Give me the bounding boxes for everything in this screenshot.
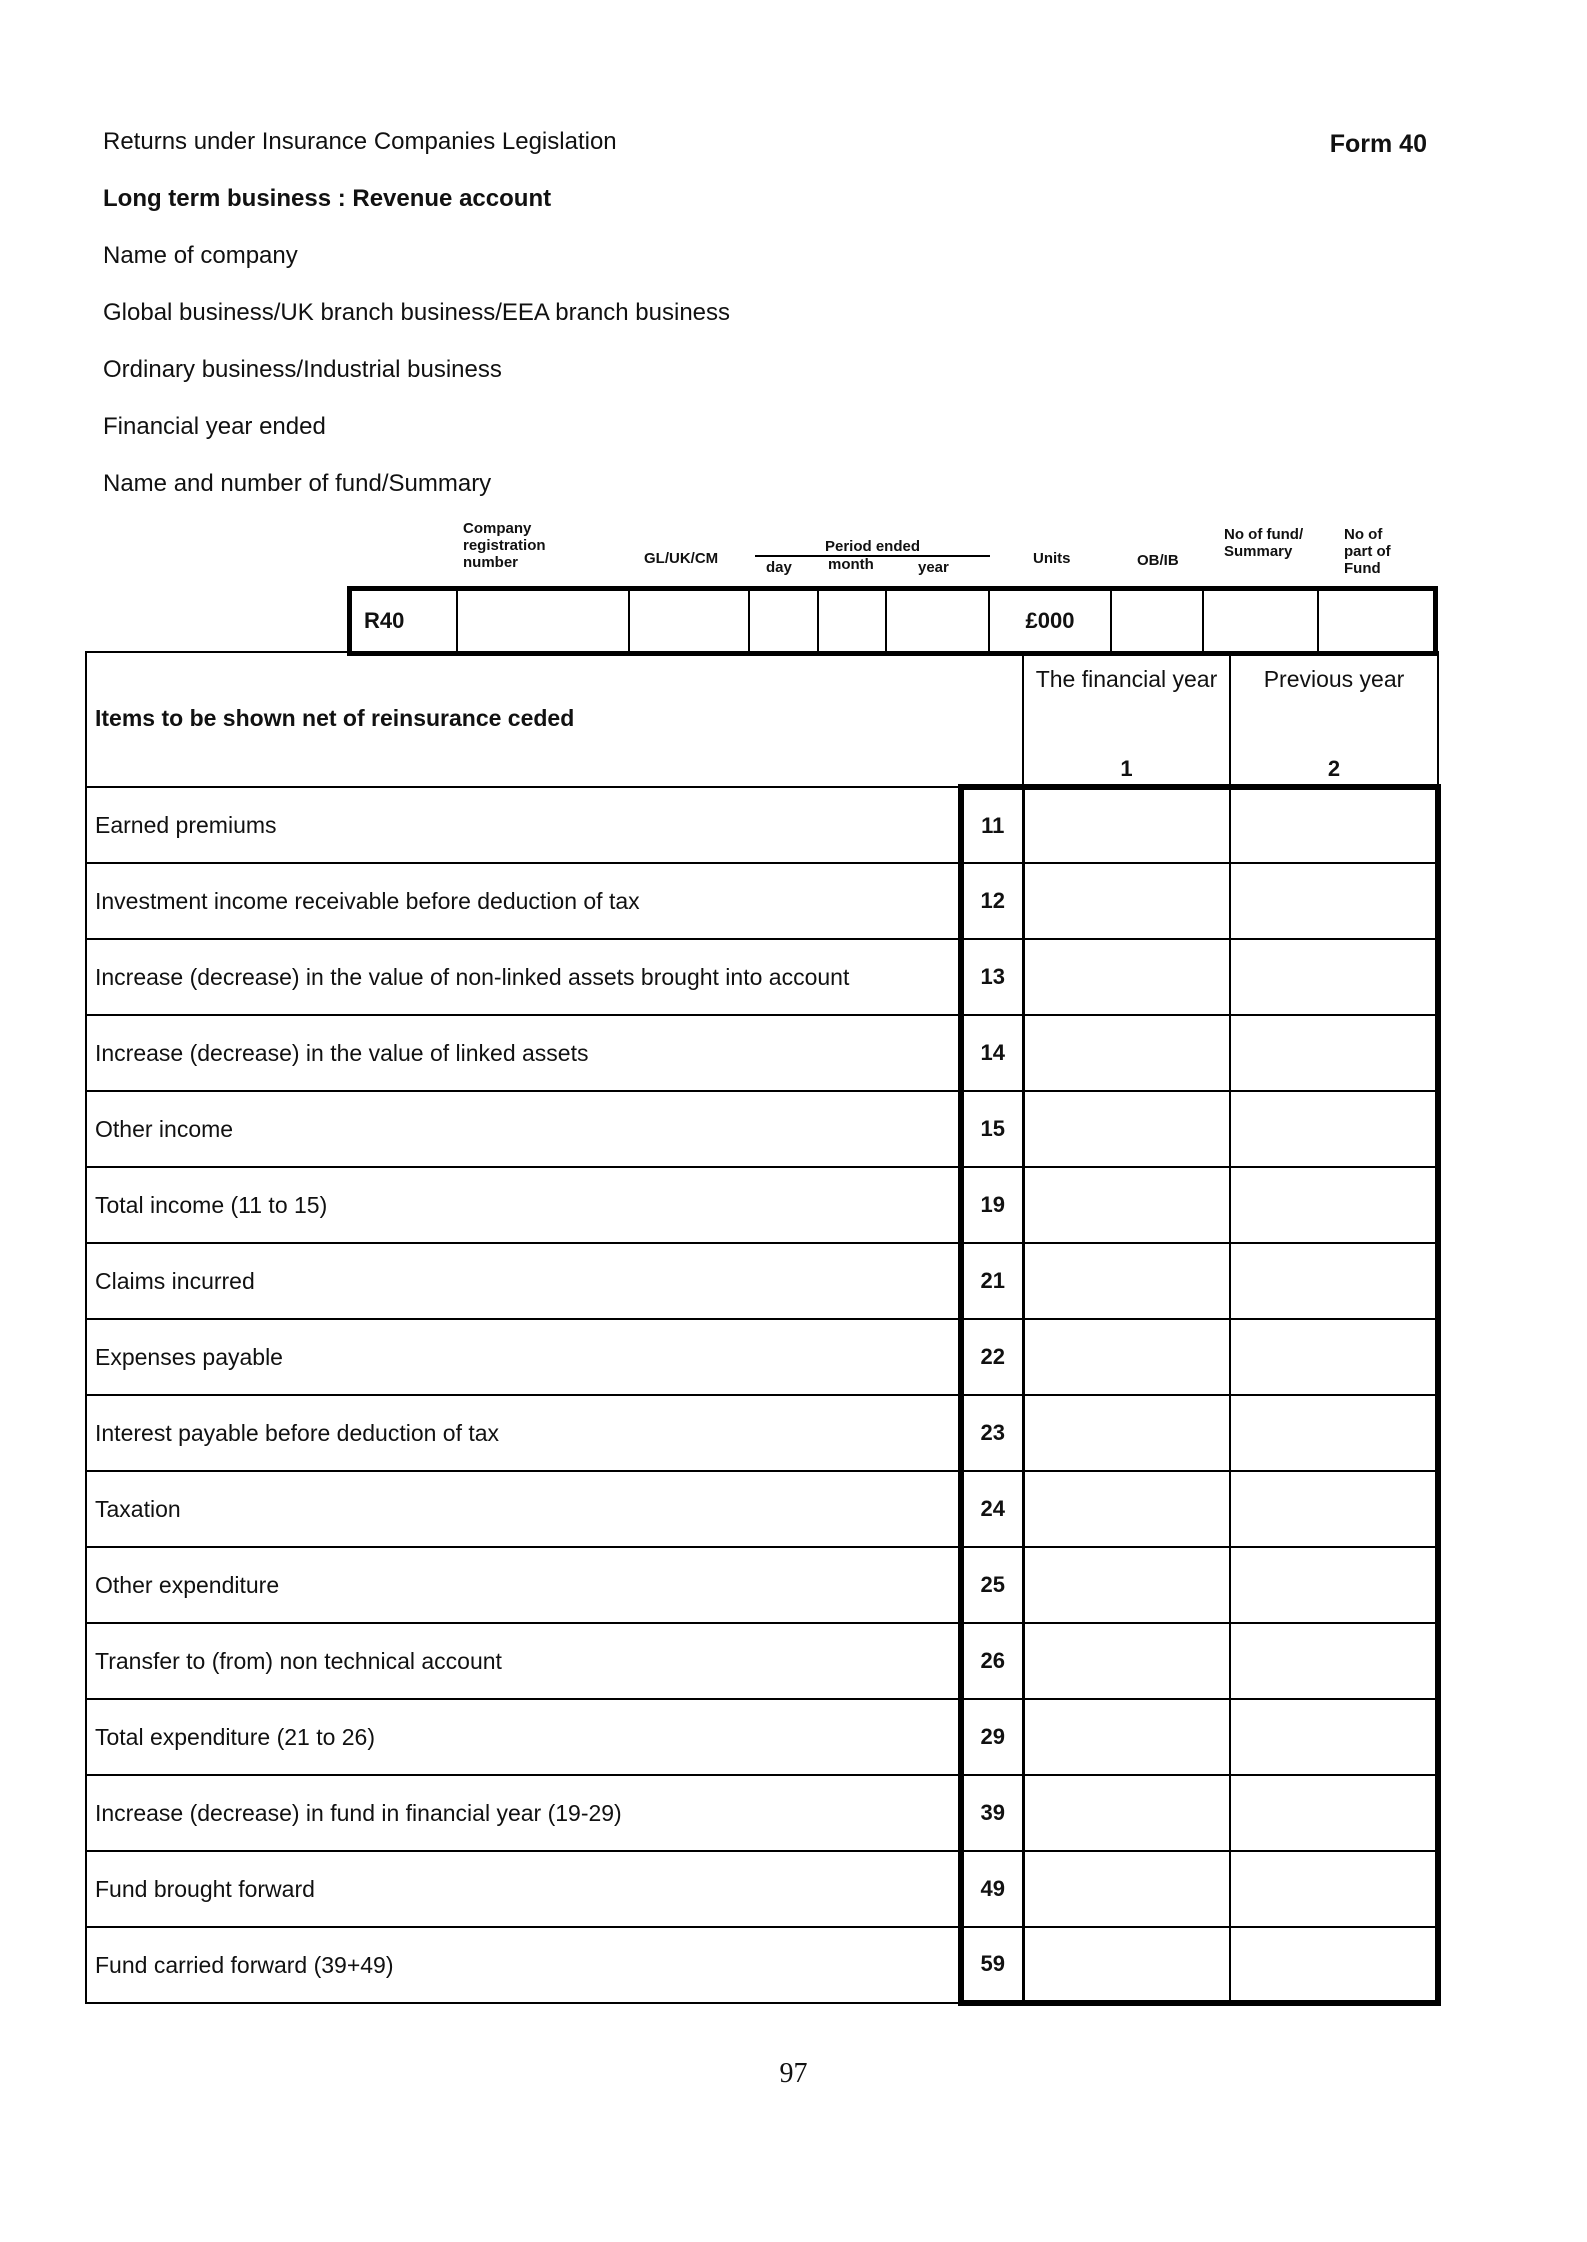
row-label: Claims incurred [86,1243,961,1319]
items-heading: Items to be shown net of reinsurance ceded [86,652,1023,787]
form-subtitle: Long term business : Revenue account [103,185,552,212]
previous-year-value-cell[interactable] [1230,1547,1438,1623]
table-row [86,863,1438,939]
table-row [86,1243,1438,1319]
row-label: Taxation [86,1471,961,1547]
table-row [86,1015,1438,1091]
col-previous-year-title: Previous year [1263,666,1405,692]
row-code: 59 [961,1927,1023,2003]
financial-year-value-cell[interactable] [1023,1471,1230,1547]
field-business-scope: Global business/UK branch business/EEA branch business [103,299,731,326]
previous-year-value-cell[interactable] [1230,939,1438,1015]
previous-year-value-cell[interactable] [1230,1395,1438,1471]
no-of-fund-label: No of fund/ Summary [1224,526,1304,560]
previous-year-value-cell[interactable] [1230,863,1438,939]
previous-year-value-cell[interactable] [1230,1243,1438,1319]
ob-ib-field[interactable] [1112,591,1204,651]
units-label: Units [1033,550,1071,567]
no-of-part-label: No of part of Fund [1344,526,1391,577]
row-code: 23 [961,1395,1023,1471]
financial-year-value-cell[interactable] [1023,1547,1230,1623]
financial-year-value-cell[interactable] [1023,1395,1230,1471]
previous-year-value-cell[interactable] [1230,1851,1438,1927]
table-row [86,1547,1438,1623]
row-label: Increase (decrease) in the value of linked assets [86,1015,961,1091]
financial-year-value-cell[interactable] [1023,1927,1230,2003]
company-reg-number-field[interactable] [458,591,630,651]
field-company-name: Name of company [103,242,298,269]
table-row [86,1927,1438,2003]
table-body [86,787,1438,2003]
row-code: 24 [961,1471,1023,1547]
table-row [86,1775,1438,1851]
field-financial-year: Financial year ended [103,413,326,440]
period-month-label: month [828,556,874,573]
row-code: 11 [961,787,1023,863]
financial-year-value-cell[interactable] [1023,1775,1230,1851]
table-row [86,787,1438,863]
financial-year-value-cell[interactable] [1023,1167,1230,1243]
month-field[interactable] [819,591,887,651]
gl-uk-cm-field[interactable] [630,591,750,651]
revenue-account-table [85,651,1441,2006]
field-fund-name: Name and number of fund/Summary [103,470,492,497]
previous-year-value-cell[interactable] [1230,1471,1438,1547]
period-ended-label: Period ended [755,538,990,557]
row-label: Increase (decrease) in the value of non-linked assets brought into account [86,939,961,1015]
col-financial-year [1023,652,1230,787]
row-code: 19 [961,1167,1023,1243]
company-reg-number-label: Company registration number [463,520,546,571]
table-row [86,1395,1438,1471]
row-code: 29 [961,1699,1023,1775]
financial-year-value-cell[interactable] [1023,1091,1230,1167]
row-code: 49 [961,1851,1023,1927]
table-row [86,1319,1438,1395]
row-label: Expenses payable [86,1319,961,1395]
row-label: Increase (decrease) in fund in financial year (19-29) [86,1775,961,1851]
row-code: 15 [961,1091,1023,1167]
table-header-row [86,652,1438,787]
previous-year-value-cell[interactable] [1230,1167,1438,1243]
row-code: 39 [961,1775,1023,1851]
previous-year-value-cell[interactable] [1230,1091,1438,1167]
field-business-type: Ordinary business/Industrial business [103,356,502,383]
row-code: 12 [961,863,1023,939]
row-label: Transfer to (from) non technical account [86,1623,961,1699]
form-code: R40 [352,591,458,651]
col-financial-year-title: The financial year [1035,666,1218,692]
col-financial-year-number: 1 [1120,756,1133,781]
previous-year-value-cell[interactable] [1230,1623,1438,1699]
no-of-part-field[interactable] [1319,591,1433,651]
financial-year-value-cell[interactable] [1023,1623,1230,1699]
financial-year-value-cell[interactable] [1023,1319,1230,1395]
table-row [86,1471,1438,1547]
row-label: Investment income receivable before deduction of tax [86,863,961,939]
table-row [86,1851,1438,1927]
row-label: Fund carried forward (39+49) [86,1927,961,2003]
financial-year-value-cell[interactable] [1023,1243,1230,1319]
year-field[interactable] [887,591,990,651]
period-day-label: day [766,559,792,576]
table-row [86,939,1438,1015]
col-previous-year [1230,652,1438,787]
gl-uk-cm-label: GL/UK/CM [644,550,719,567]
day-field[interactable] [750,591,819,651]
row-label: Total expenditure (21 to 26) [86,1699,961,1775]
previous-year-value-cell[interactable] [1230,1319,1438,1395]
row-label: Fund brought forward [86,1851,961,1927]
financial-year-value-cell[interactable] [1023,863,1230,939]
table-row [86,1699,1438,1775]
row-label: Interest payable before deduction of tax [86,1395,961,1471]
form-code-box [347,586,1438,656]
row-code: 22 [961,1319,1023,1395]
previous-year-value-cell[interactable] [1230,787,1438,863]
previous-year-value-cell[interactable] [1230,1699,1438,1775]
table-row [86,1623,1438,1699]
row-label: Other expenditure [86,1547,961,1623]
previous-year-value-cell[interactable] [1230,1927,1438,2003]
financial-year-value-cell[interactable] [1023,787,1230,863]
units-field: £000 [990,591,1112,651]
row-label: Earned premiums [86,787,961,863]
financial-year-value-cell[interactable] [1023,939,1230,1015]
row-code: 25 [961,1547,1023,1623]
financial-year-value-cell[interactable] [1023,1015,1230,1091]
table-row [86,1167,1438,1243]
row-label: Other income [86,1091,961,1167]
previous-year-value-cell[interactable] [1230,1015,1438,1091]
row-code: 13 [961,939,1023,1015]
table-row [86,1091,1438,1167]
col-previous-year-number: 2 [1327,756,1341,781]
returns-title: Returns under Insurance Companies Legislation [103,128,617,155]
row-code: 14 [961,1015,1023,1091]
financial-year-value-cell[interactable] [1023,1699,1230,1775]
previous-year-value-cell[interactable] [1230,1775,1438,1851]
row-code: 26 [961,1623,1023,1699]
page-number: 97 [779,2058,808,2089]
no-of-fund-field[interactable] [1204,591,1319,651]
row-code: 21 [961,1243,1023,1319]
financial-year-value-cell[interactable] [1023,1851,1230,1927]
row-label: Total income (11 to 15) [86,1167,961,1243]
form-number: Form 40 [1329,130,1427,158]
ob-ib-label: OB/IB [1137,552,1179,569]
period-year-label: year [918,559,949,576]
